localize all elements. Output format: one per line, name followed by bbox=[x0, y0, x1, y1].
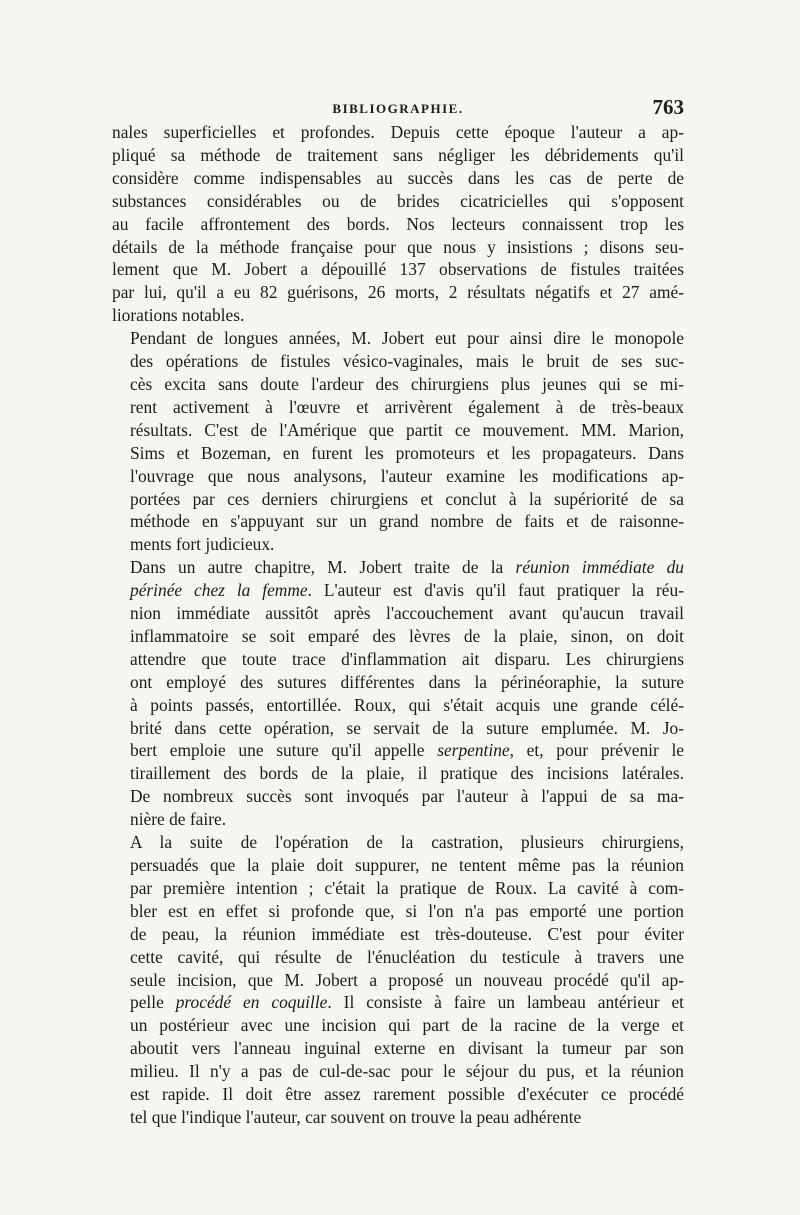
text-line: cette cavité, qui résulte de l'énucléation du testicule à travers une bbox=[130, 946, 684, 967]
text-line: un postérieur avec une incision qui part de la racine de la verge et bbox=[130, 1015, 684, 1036]
text-line: détails de la méthode française pour que nous y insistions ; disons seu- bbox=[112, 236, 684, 257]
text-line: portées par ces derniers chirurgiens et conclut à la supériorité de sa bbox=[130, 488, 684, 509]
text-line: ont employé des sutures différentes dans la périnéoraphie, la suture bbox=[130, 671, 684, 692]
text-line: est rapide. Il doit être assez rarement possible d'exécuter ce procédé bbox=[130, 1084, 684, 1105]
text-line: pliqué sa méthode de traitement sans négliger les débridements qu'il bbox=[112, 144, 684, 165]
text-line: cès excita sans doute l'ardeur des chirurgiens plus jeunes qui se mi- bbox=[130, 373, 684, 394]
text-line: à points passés, entortillée. Roux, qui s'était acquis une grande célé- bbox=[130, 694, 684, 715]
text-line: nière de faire. bbox=[130, 809, 227, 830]
body-text bbox=[112, 121, 684, 1129]
page-number: 763 bbox=[652, 95, 684, 119]
text-line: ments fort judicieux. bbox=[130, 534, 275, 555]
text-line: tiraillement des bords de la plaie, il pratique des incisions latérales. bbox=[130, 763, 684, 784]
paragraph bbox=[112, 327, 684, 556]
text-line: seule incision, que M. Jobert a proposé un nouveau procédé qu'il ap- bbox=[130, 969, 684, 990]
text-line: inflammatoire se soit emparé des lèvres de la plaie, sinon, on doit bbox=[130, 625, 684, 646]
text-line: brité dans cette opération, se servait de la suture emplumée. M. Jo- bbox=[130, 717, 684, 738]
text-line: bert emploie une suture qu'il appelle serpentine, et, pour prévenir le bbox=[130, 740, 684, 761]
paragraph bbox=[112, 121, 684, 327]
text-line: bler est en effet si profonde que, si l'on n'a pas emporté une portion bbox=[130, 900, 684, 921]
text-line: considère comme indispensables au succès dans les cas de perte de bbox=[112, 167, 684, 188]
paragraph bbox=[112, 556, 684, 831]
text-line: l'ouvrage que nous analysons, l'auteur examine les modifications ap- bbox=[130, 465, 684, 486]
text-line: lement que M. Jobert a dépouillé 137 observations de fistules traitées bbox=[112, 259, 684, 280]
text-line: milieu. Il n'y a pas de cul-de-sac pour le séjour du pus, et la réunion bbox=[130, 1061, 684, 1082]
text-line: résultats. C'est de l'Amérique que partit ce mouvement. MM. Marion, bbox=[130, 419, 684, 440]
running-title: BIBLIOGRAPHIE. bbox=[332, 101, 464, 116]
text-line: liorations notables. bbox=[112, 305, 245, 326]
text-line: nion immédiate aussitôt après l'accouchement avant qu'aucun travail bbox=[130, 603, 684, 624]
text-line: nales superficielles et profondes. Depuis cette époque l'auteur a ap- bbox=[112, 122, 684, 142]
text-line: tel que l'indique l'auteur, car souvent on trouve la peau adhérente bbox=[130, 1106, 582, 1127]
text-line: A la suite de l'opération de la castration, plusieurs chirurgiens, bbox=[130, 832, 684, 853]
text-line: Dans un autre chapitre, M. Jobert traite de la réunion immédiate du bbox=[130, 557, 684, 578]
page-header bbox=[112, 95, 684, 121]
text-line: Pendant de longues années, M. Jobert eut pour ainsi dire le monopole bbox=[130, 328, 684, 349]
text-line: substances considérables ou de brides cicatricielles qui s'opposent bbox=[112, 190, 684, 211]
text-line: persuadés que la plaie doit suppurer, ne tentent même pas la réunion bbox=[130, 855, 684, 875]
paragraph bbox=[112, 831, 684, 1129]
text-line: rent activement à l'œuvre et arrivèrent également à de très-beaux bbox=[130, 396, 684, 417]
text-line: De nombreux succès sont invoqués par l'auteur à l'appui de sa ma- bbox=[130, 786, 684, 807]
text-line: de peau, la réunion immédiate est très-douteuse. C'est pour éviter bbox=[130, 923, 684, 944]
text-line: aboutit vers l'anneau inguinal externe en divisant la tumeur par son bbox=[130, 1038, 684, 1059]
text-line: périnée chez la femme. L'auteur est d'avis qu'il faut pratiquer la réu- bbox=[130, 580, 684, 601]
text-line: par première intention ; c'était la pratique de Roux. La cavité à com- bbox=[130, 877, 684, 898]
text-line: Sims et Bozeman, en furent les promoteurs et les propagateurs. Dans bbox=[130, 442, 684, 463]
text-line: au facile affrontement des bords. Nos lecteurs connaissent trop les bbox=[112, 213, 684, 234]
text-line: par lui, qu'il a eu 82 guérisons, 26 morts, 2 résultats négatifs et 27 amé- bbox=[112, 282, 684, 303]
text-line: pelle procédé en coquille. Il consiste à faire un lambeau antérieur et bbox=[130, 992, 684, 1013]
document-page bbox=[112, 95, 684, 1129]
text-line: des opérations de fistules vésico-vaginales, mais le bruit de ses suc- bbox=[130, 351, 684, 372]
text-line: attendre que toute trace d'inflammation ait disparu. Les chirurgiens bbox=[130, 648, 684, 669]
text-line: méthode en s'appuyant sur un grand nombre de faits et de raisonne- bbox=[130, 511, 684, 532]
